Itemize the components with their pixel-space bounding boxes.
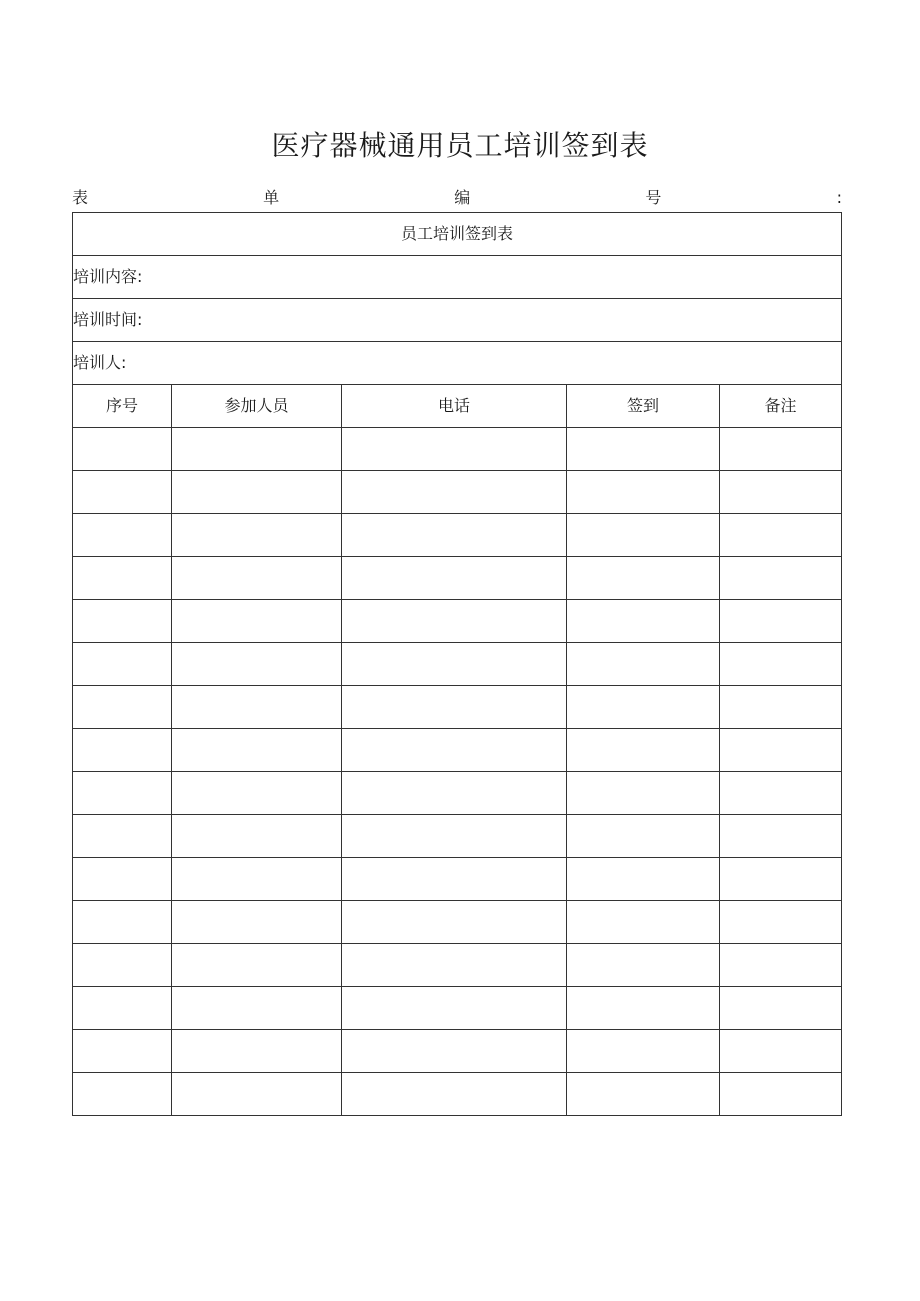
phone-cell[interactable] [342, 987, 567, 1030]
table-row [73, 600, 842, 643]
remarks-cell[interactable] [720, 772, 842, 815]
signature-cell[interactable] [567, 858, 720, 901]
remarks-cell[interactable] [720, 600, 842, 643]
signature-cell[interactable] [567, 1073, 720, 1116]
phone-cell[interactable] [342, 600, 567, 643]
table-row [73, 514, 842, 557]
form-number-char: 单 [263, 188, 280, 207]
field-row-time [73, 299, 842, 342]
table-row [73, 858, 842, 901]
participant-cell[interactable] [172, 1073, 342, 1116]
phone-cell[interactable] [342, 944, 567, 987]
index-cell[interactable] [73, 428, 172, 471]
form-number-char: 表 [72, 188, 89, 207]
form-number-line [72, 186, 842, 210]
table-row [73, 944, 842, 987]
field-row-content [73, 256, 842, 299]
form-number-char: : [836, 188, 842, 207]
remarks-cell[interactable] [720, 471, 842, 514]
document-title: 医疗器械通用员工培训签到表 [271, 129, 649, 162]
index-cell[interactable] [73, 600, 172, 643]
remarks-cell[interactable] [720, 557, 842, 600]
column-header-index: 序号 [73, 385, 172, 428]
index-cell[interactable] [73, 514, 172, 557]
index-cell[interactable] [73, 772, 172, 815]
participant-cell[interactable] [172, 600, 342, 643]
participant-cell[interactable] [172, 428, 342, 471]
table-row [73, 471, 842, 514]
participant-cell[interactable] [172, 686, 342, 729]
phone-cell[interactable] [342, 1030, 567, 1073]
signature-cell[interactable] [567, 643, 720, 686]
form-number-char: 号 [645, 188, 662, 207]
phone-cell[interactable] [342, 557, 567, 600]
index-cell[interactable] [73, 987, 172, 1030]
signature-cell[interactable] [567, 901, 720, 944]
table-row [73, 1073, 842, 1116]
form-number-char: 编 [454, 188, 471, 207]
remarks-cell[interactable] [720, 1073, 842, 1116]
table-row [73, 428, 842, 471]
participant-cell[interactable] [172, 514, 342, 557]
phone-cell[interactable] [342, 1073, 567, 1116]
signature-cell[interactable] [567, 686, 720, 729]
table-row [73, 557, 842, 600]
signature-cell[interactable] [567, 772, 720, 815]
phone-cell[interactable] [342, 901, 567, 944]
remarks-cell[interactable] [720, 686, 842, 729]
participant-cell[interactable] [172, 987, 342, 1030]
signature-cell[interactable] [567, 600, 720, 643]
table-row [73, 1030, 842, 1073]
phone-cell[interactable] [342, 471, 567, 514]
table-row [73, 987, 842, 1030]
table-caption: 员工培训签到表 [73, 213, 842, 256]
participant-cell[interactable] [172, 944, 342, 987]
training-content-field[interactable]: 培训内容: [73, 256, 842, 299]
column-header-participant: 参加人员 [172, 385, 342, 428]
remarks-cell[interactable] [720, 987, 842, 1030]
phone-cell[interactable] [342, 514, 567, 557]
index-cell[interactable] [73, 858, 172, 901]
index-cell[interactable] [73, 901, 172, 944]
index-cell[interactable] [73, 729, 172, 772]
signature-cell[interactable] [567, 557, 720, 600]
remarks-cell[interactable] [720, 428, 842, 471]
index-cell[interactable] [73, 686, 172, 729]
participant-cell[interactable] [172, 901, 342, 944]
table-row [73, 729, 842, 772]
signature-cell[interactable] [567, 1030, 720, 1073]
table-row [73, 643, 842, 686]
signature-cell[interactable] [567, 471, 720, 514]
remarks-cell[interactable] [720, 729, 842, 772]
index-cell[interactable] [73, 815, 172, 858]
table-caption-row [73, 213, 842, 256]
index-cell[interactable] [73, 471, 172, 514]
table-row [73, 901, 842, 944]
table-row [73, 815, 842, 858]
signature-cell[interactable] [567, 729, 720, 772]
signature-cell[interactable] [567, 815, 720, 858]
column-header-phone: 电话 [342, 385, 567, 428]
remarks-cell[interactable] [720, 944, 842, 987]
phone-cell[interactable] [342, 428, 567, 471]
column-header-remarks: 备注 [720, 385, 842, 428]
participant-cell[interactable] [172, 815, 342, 858]
index-cell[interactable] [73, 1073, 172, 1116]
table-row [73, 686, 842, 729]
participant-cell[interactable] [172, 471, 342, 514]
remarks-cell[interactable] [720, 815, 842, 858]
index-cell[interactable] [73, 1030, 172, 1073]
training-time-field[interactable]: 培训时间: [73, 299, 842, 342]
remarks-cell[interactable] [720, 858, 842, 901]
participant-cell[interactable] [172, 729, 342, 772]
sign-in-table [72, 212, 842, 1116]
signature-cell[interactable] [567, 514, 720, 557]
index-cell[interactable] [73, 557, 172, 600]
participant-cell[interactable] [172, 557, 342, 600]
table-row [73, 772, 842, 815]
field-row-trainer [73, 342, 842, 385]
column-header-signature: 签到 [567, 385, 720, 428]
phone-cell[interactable] [342, 643, 567, 686]
participant-cell[interactable] [172, 772, 342, 815]
participant-cell[interactable] [172, 643, 342, 686]
phone-cell[interactable] [342, 858, 567, 901]
phone-cell[interactable] [342, 772, 567, 815]
remarks-cell[interactable] [720, 901, 842, 944]
phone-cell[interactable] [342, 729, 567, 772]
remarks-cell[interactable] [720, 643, 842, 686]
trainer-field[interactable]: 培训人: [73, 342, 842, 385]
signature-cell[interactable] [567, 944, 720, 987]
remarks-cell[interactable] [720, 1030, 842, 1073]
participant-cell[interactable] [172, 858, 342, 901]
signature-cell[interactable] [567, 428, 720, 471]
index-cell[interactable] [73, 944, 172, 987]
table-header-row [73, 385, 842, 428]
signature-cell[interactable] [567, 987, 720, 1030]
index-cell[interactable] [73, 643, 172, 686]
participant-cell[interactable] [172, 1030, 342, 1073]
remarks-cell[interactable] [720, 514, 842, 557]
phone-cell[interactable] [342, 686, 567, 729]
phone-cell[interactable] [342, 815, 567, 858]
